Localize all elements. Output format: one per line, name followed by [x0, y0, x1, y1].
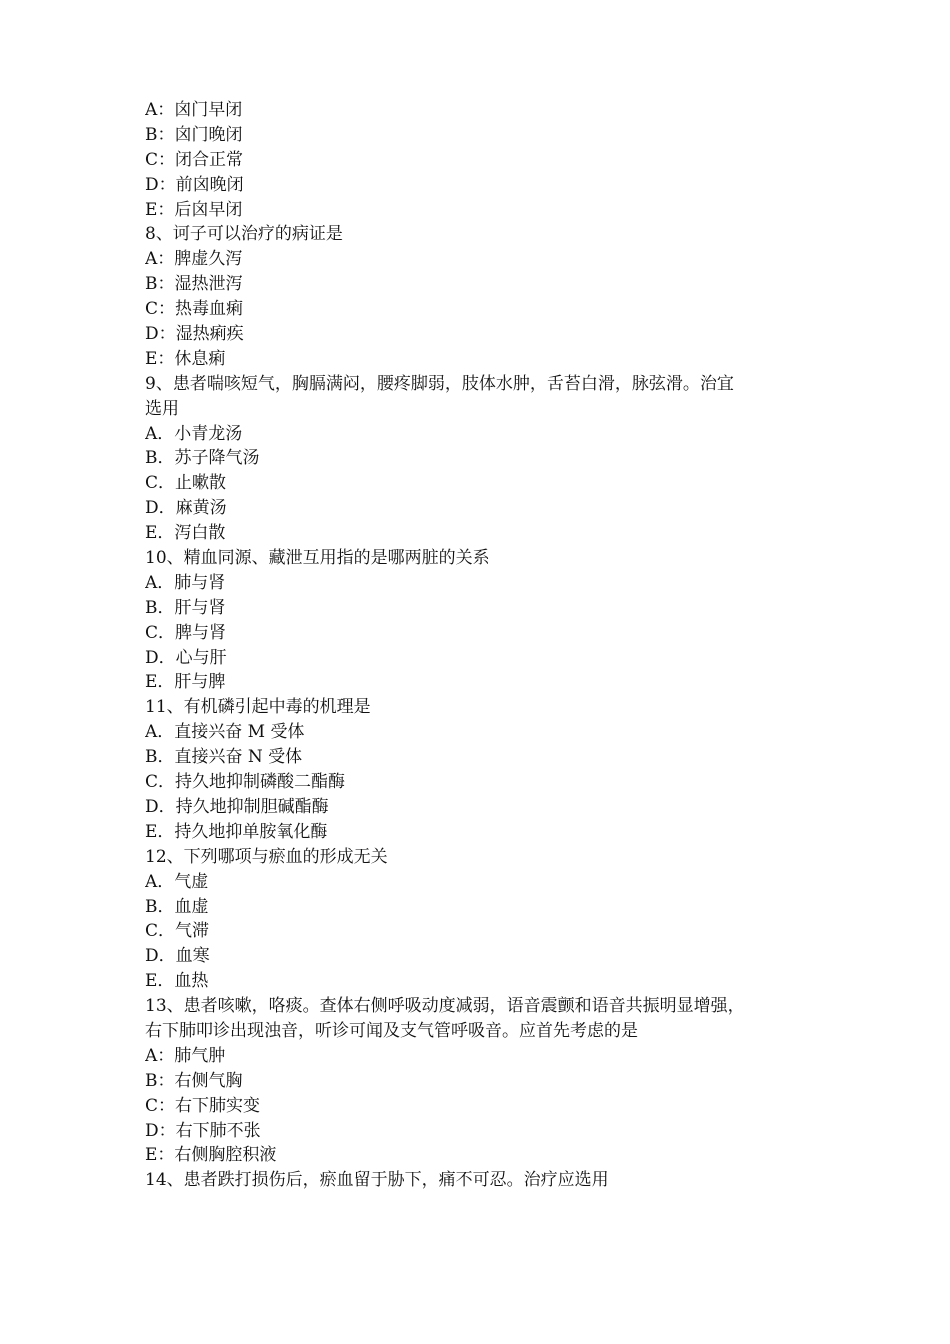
answer-option: E：右侧胸腔积液 [145, 1145, 277, 1166]
answer-option: A：脾虚久泻 [145, 249, 243, 270]
answer-option: C：右下肺实变 [145, 1095, 261, 1116]
answer-option: A：囟门早闭 [145, 100, 243, 120]
answer-option: E：休息痢 [145, 348, 226, 369]
question-stem-line: 8、诃子可以治疗的病证是 [145, 224, 343, 245]
answer-option: D．麻黄汤 [145, 498, 227, 519]
answer-option: D．持久地抑制胆碱酯酶 [145, 796, 329, 817]
answer-option: D：湿热痢疾 [145, 324, 244, 345]
answer-option: A：肺气肿 [145, 1045, 226, 1066]
answer-option: B．直接兴奋 N 受体 [145, 747, 303, 768]
answer-option: E：后囟早闭 [145, 199, 243, 220]
question-stem-line: 11、有机磷引起中毒的机理是 [145, 697, 371, 718]
answer-option: C：热毒血痢 [145, 299, 244, 320]
answer-option: A．直接兴奋 M 受体 [145, 722, 305, 743]
question-stem-line: 右下肺叩诊出现浊音，听诊可闻及支气管呼吸音。应首先考虑的是 [145, 1020, 638, 1041]
answer-option: A．小青龙汤 [145, 423, 243, 444]
answer-option: C．持久地抑制磷酸二酯酶 [145, 772, 346, 793]
answer-option: A．气虚 [145, 871, 209, 892]
question-block [145, 1168, 810, 1193]
question-stem-line: 选用 [145, 398, 179, 419]
question-list [145, 98, 810, 1193]
question-stem-line: 13、患者咳嗽，咯痰。查体右侧呼吸动度减弱，语音震颤和语音共振明显增强， [145, 996, 745, 1017]
answer-option: C．脾与肾 [145, 622, 227, 643]
answer-option: A．肺与肾 [145, 572, 226, 593]
answer-option: B．苏子降气汤 [145, 448, 260, 469]
answer-option: E．泻白散 [145, 523, 226, 544]
question-block [145, 994, 810, 1168]
question-block [145, 372, 810, 546]
question-block [145, 546, 810, 695]
answer-option: C：闭合正常 [145, 149, 244, 170]
question-stem-line: 10、精血同源、藏泄互用指的是哪两脏的关系 [145, 548, 490, 569]
question-block [145, 695, 810, 844]
answer-option: D．心与肝 [145, 647, 227, 668]
answer-option: D．血寒 [145, 946, 210, 967]
answer-option: D：右下肺不张 [145, 1120, 261, 1141]
question-stem-line: 9、患者喘咳短气，胸膈满闷，腰疼脚弱，肢体水肿，舌苔白滑，脉弦滑。治宜 [145, 373, 734, 394]
answer-option: B：右侧气胸 [145, 1070, 243, 1091]
answer-option: C．止嗽散 [145, 473, 227, 494]
answer-option: B：湿热泄泻 [145, 274, 243, 295]
question-block [145, 222, 810, 371]
answer-option: E．血热 [145, 971, 209, 992]
question-stem-line: 14、患者跌打损伤后，瘀血留于胁下，痛不可忍。治疗应选用 [145, 1170, 609, 1191]
answer-option: B：囟门晚闭 [145, 124, 243, 145]
answer-option: B．血虚 [145, 896, 209, 917]
question-block [145, 845, 810, 994]
answer-option: C．气滞 [145, 921, 210, 942]
answer-option: E．肝与脾 [145, 672, 226, 693]
question-stem-line: 12、下列哪项与瘀血的形成无关 [145, 846, 388, 867]
question-block [145, 98, 810, 222]
answer-option: B．肝与肾 [145, 597, 226, 618]
answer-option: E．持久地抑单胺氧化酶 [145, 821, 328, 842]
answer-option: D：前囟晚闭 [145, 174, 244, 195]
